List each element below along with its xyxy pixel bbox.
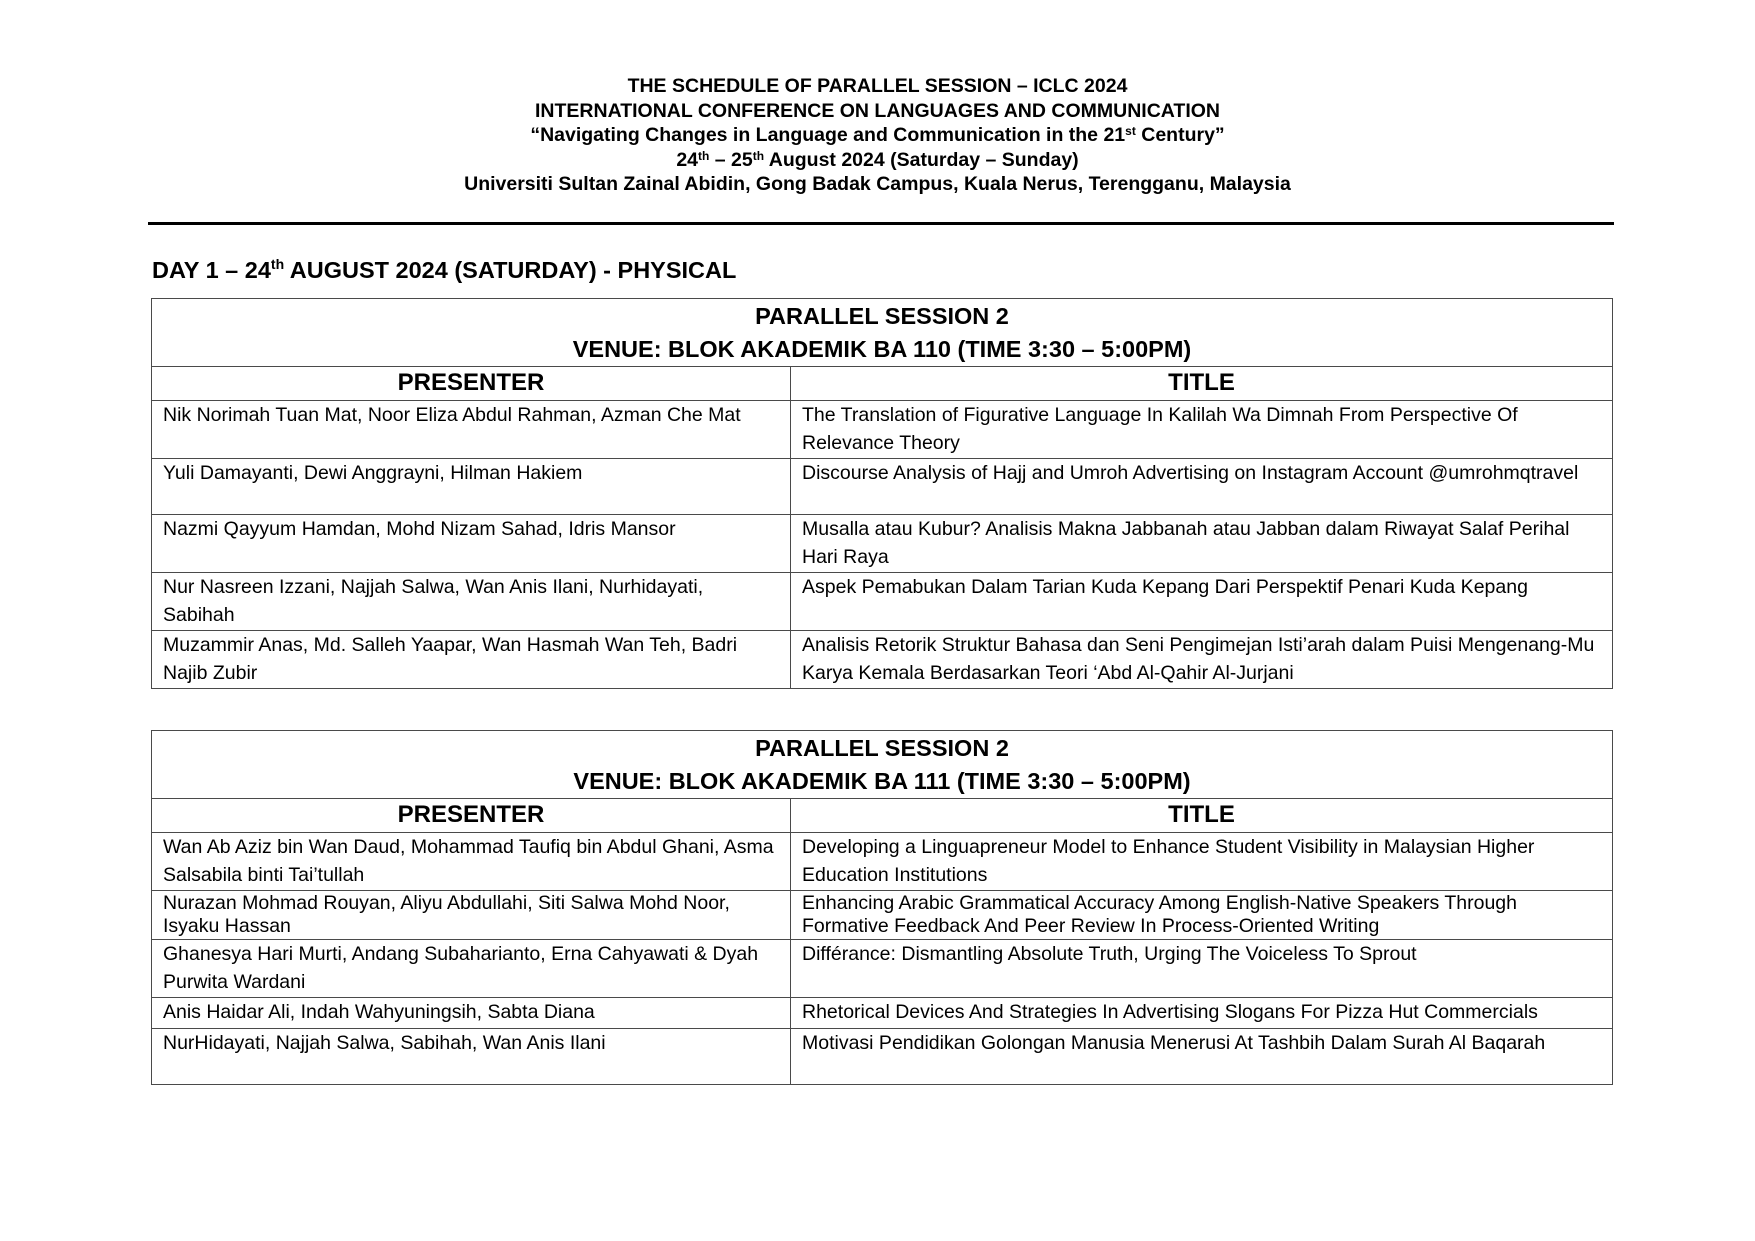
- header-theme: “Navigating Changes in Language and Communication in the 21st Century”: [530, 124, 1225, 146]
- header-divider: [148, 222, 1614, 225]
- table-row: [152, 459, 1613, 515]
- title-cell: Différance: Dismantling Absolute Truth, Urging The Voiceless To Sprout: [791, 940, 1613, 998]
- header-conference-name: INTERNATIONAL CONFERENCE ON LANGUAGES AND COMMUNICATION: [534, 99, 1220, 122]
- presenter-cell: Nurazan Mohmad Rouyan, Aliyu Abdullahi, Siti Salwa Mohd Noor, Isyaku Hassan: [152, 891, 791, 940]
- table-row: [152, 1028, 1613, 1084]
- title-column-header: TITLE: [791, 367, 1613, 401]
- title-cell: Developing a Linguapreneur Model to Enhance Student Visibility in Malaysian Higher Education Institutions: [791, 833, 1613, 891]
- presenter-cell: Nazmi Qayyum Hamdan, Mohd Nizam Sahad, Idris Mansor: [152, 515, 791, 573]
- header-dates: 24th – 25th August 2024 (Saturday – Sunday): [676, 148, 1079, 171]
- presenter-column-header: PRESENTER: [152, 367, 791, 401]
- title-cell: Motivasi Pendidikan Golongan Manusia Menerusi At Tashbih Dalam Surah Al Baqarah: [791, 1028, 1613, 1084]
- session-heading: [152, 299, 1613, 367]
- table-row: [152, 998, 1613, 1029]
- session-table-ba110: [151, 298, 1613, 689]
- session-title: PARALLEL SESSION 2: [755, 735, 1009, 761]
- table-row: [152, 573, 1613, 631]
- session-venue: VENUE: BLOK AKADEMIK BA 110 (TIME 3:30 – 5:00PM): [572, 336, 1192, 362]
- title-cell: Discourse Analysis of Hajj and Umroh Advertising on Instagram Account @umrohmqtravel: [791, 459, 1613, 515]
- presenter-column-header: PRESENTER: [152, 799, 791, 833]
- presenter-cell: Nur Nasreen Izzani, Najjah Salwa, Wan Anis Ilani, Nurhidayati, Sabihah: [152, 573, 791, 631]
- table-row: [152, 833, 1613, 891]
- session-table-ba111: [151, 730, 1613, 1085]
- table-row: [152, 515, 1613, 573]
- presenter-cell: Anis Haidar Ali, Indah Wahyuningsih, Sabta Diana: [152, 998, 791, 1029]
- table-row: [152, 891, 1613, 940]
- title-cell: Musalla atau Kubur? Analisis Makna Jabbanah atau Jabban dalam Riwayat Salaf Perihal Hari Raya: [791, 515, 1613, 573]
- session-heading: [152, 731, 1613, 799]
- header-schedule-title: THE SCHEDULE OF PARALLEL SESSION – ICLC 2024: [627, 75, 1128, 97]
- presenter-cell: NurHidayati, Najjah Salwa, Sabihah, Wan Anis Ilani: [152, 1028, 791, 1084]
- title-column-header: TITLE: [791, 799, 1613, 833]
- presenter-cell: Wan Ab Aziz bin Wan Daud, Mohammad Taufiq bin Abdul Ghani, Asma Salsabila binti Tai’tullah: [152, 833, 791, 891]
- document-header: [0, 74, 1755, 197]
- session-title: PARALLEL SESSION 2: [755, 303, 1009, 329]
- day-heading: DAY 1 – 24th AUGUST 2024 (SATURDAY) - PHYSICAL: [152, 256, 737, 283]
- title-cell: The Translation of Figurative Language In Kalilah Wa Dimnah From Perspective Of Relevance Theory: [791, 401, 1613, 459]
- presenter-cell: Ghanesya Hari Murti, Andang Subaharianto, Erna Cahyawati & Dyah Purwita Wardani: [152, 940, 791, 998]
- presenter-cell: Muzammir Anas, Md. Salleh Yaapar, Wan Hasmah Wan Teh, Badri Najib Zubir: [152, 631, 791, 689]
- table-row: [152, 631, 1613, 689]
- table-row: [152, 401, 1613, 459]
- header-venue: Universiti Sultan Zainal Abidin, Gong Badak Campus, Kuala Nerus, Terengganu, Malaysia: [464, 173, 1291, 195]
- presenter-cell: Nik Norimah Tuan Mat, Noor Eliza Abdul Rahman, Azman Che Mat: [152, 401, 791, 459]
- title-cell: Rhetorical Devices And Strategies In Advertising Slogans For Pizza Hut Commercials: [791, 998, 1613, 1029]
- title-cell: Aspek Pemabukan Dalam Tarian Kuda Kepang Dari Perspektif Penari Kuda Kepang: [791, 573, 1613, 631]
- table-row: [152, 940, 1613, 998]
- title-cell: Analisis Retorik Struktur Bahasa dan Seni Pengimejan Isti’arah dalam Puisi Mengenang-Mu Karya Kemala Berdasarkan Teori ‘Abd Al-Qahir Al-Jurjani: [791, 631, 1613, 689]
- title-cell: Enhancing Arabic Grammatical Accuracy Among English-Native Speakers Through Formative Feedback And Peer Review In Process-Oriented Writing: [791, 891, 1613, 940]
- session-venue: VENUE: BLOK AKADEMIK BA 111 (TIME 3:30 – 5:00PM): [573, 768, 1191, 794]
- presenter-cell: Yuli Damayanti, Dewi Anggrayni, Hilman Hakiem: [152, 459, 791, 515]
